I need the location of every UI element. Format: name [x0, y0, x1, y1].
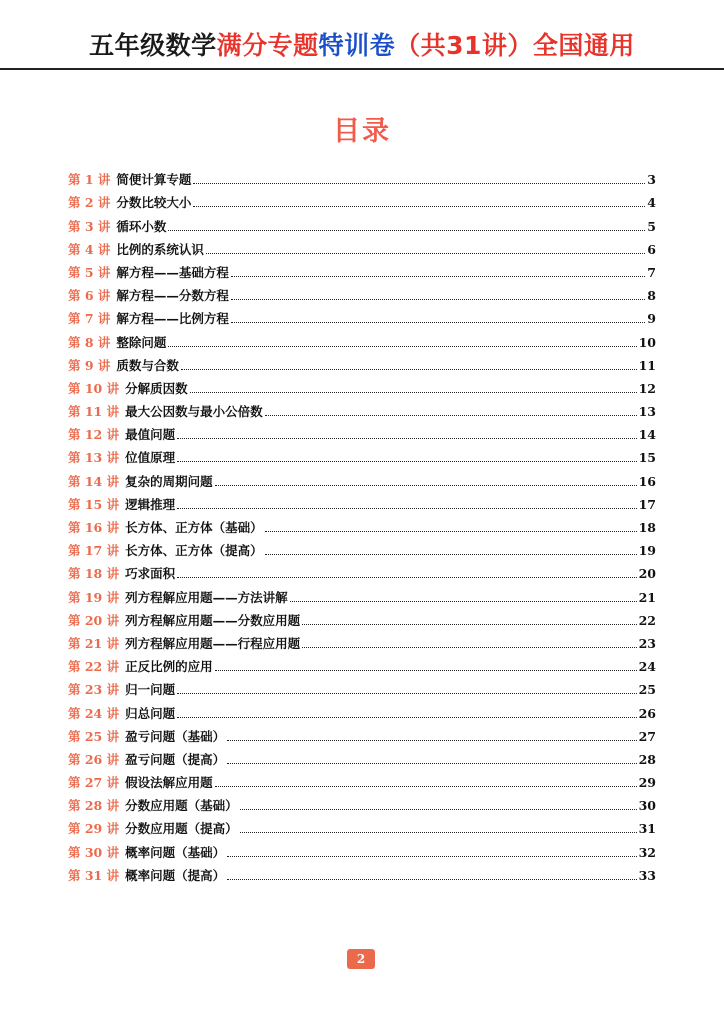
toc-entry[interactable] [68, 652, 656, 675]
header-title-segment: （共31讲） [395, 31, 533, 60]
dot-leader [265, 553, 637, 555]
lecture-page-number: 19 [638, 543, 656, 559]
toc-entry[interactable] [68, 582, 656, 605]
lecture-title: 列方程解应用题——分数应用题 [125, 612, 301, 628]
lecture-page-number: 21 [638, 589, 656, 605]
lecture-title: 分解质因数 [125, 380, 188, 396]
lecture-page-number: 6 [647, 241, 656, 257]
toc-entry[interactable] [68, 675, 656, 698]
toc-entry[interactable] [68, 281, 656, 304]
toc-entry[interactable] [68, 722, 656, 745]
lecture-page-number: 13 [638, 404, 656, 420]
lecture-title: 分数应用题（提高） [125, 821, 238, 837]
lecture-page-number: 8 [647, 288, 656, 304]
lecture-number: 第 18 讲 [68, 566, 120, 582]
lecture-page-number: 15 [638, 450, 656, 466]
toc-entry[interactable] [68, 837, 656, 860]
dot-leader [177, 692, 636, 694]
dot-leader [168, 345, 636, 347]
lecture-number: 第 4 讲 [68, 241, 111, 257]
lecture-number: 第 10 讲 [68, 380, 120, 396]
lecture-title: 归一问题 [125, 682, 176, 698]
lecture-page-number: 17 [638, 496, 656, 512]
lecture-page-number: 29 [638, 775, 656, 791]
dot-leader [231, 321, 645, 323]
lecture-number: 第 29 讲 [68, 821, 120, 837]
lecture-title: 解方程——分数方程 [116, 288, 229, 304]
lecture-page-number: 33 [638, 867, 656, 883]
toc-entry[interactable] [68, 698, 656, 721]
lecture-number: 第 30 讲 [68, 844, 120, 860]
page-number-badge: 2 [347, 949, 375, 969]
lecture-title: 概率问题（基础） [125, 844, 226, 860]
header-title [0, 30, 724, 62]
toc-entry[interactable] [68, 327, 656, 350]
toc-entry[interactable] [68, 188, 656, 211]
dot-leader [240, 831, 637, 833]
toc-entry[interactable] [68, 397, 656, 420]
lecture-title: 假设法解应用题 [125, 775, 213, 791]
lecture-page-number: 10 [638, 334, 656, 350]
dot-leader [290, 600, 637, 602]
lecture-title: 复杂的周期问题 [125, 473, 213, 489]
header-title-segment: 特训卷 [318, 31, 396, 60]
lecture-number: 第 28 讲 [68, 798, 120, 814]
dot-leader [181, 368, 637, 370]
lecture-number: 第 15 讲 [68, 496, 120, 512]
lecture-page-number: 5 [647, 218, 656, 234]
lecture-number: 第 14 讲 [68, 473, 120, 489]
toc-entry[interactable] [68, 768, 656, 791]
lecture-title: 列方程解应用题——方法讲解 [125, 589, 288, 605]
lecture-number: 第 8 讲 [68, 334, 111, 350]
lecture-title: 归总问题 [125, 705, 176, 721]
lecture-number: 第 5 讲 [68, 264, 111, 280]
lecture-title: 质数与合数 [116, 357, 179, 373]
lecture-title: 概率问题（提高） [125, 867, 226, 883]
dot-leader [227, 739, 636, 741]
lecture-page-number: 7 [647, 264, 656, 280]
lecture-number: 第 19 讲 [68, 589, 120, 605]
toc-entry[interactable] [68, 351, 656, 374]
lecture-page-number: 11 [638, 357, 656, 373]
lecture-number: 第 7 讲 [68, 311, 111, 327]
lecture-number: 第 25 讲 [68, 728, 120, 744]
lecture-page-number: 9 [647, 311, 656, 327]
dot-leader [177, 716, 636, 718]
dot-leader [206, 252, 645, 254]
lecture-page-number: 22 [638, 612, 656, 628]
lecture-page-number: 31 [638, 821, 656, 837]
lecture-number: 第 11 讲 [68, 404, 120, 420]
lecture-title: 分数应用题（基础） [125, 798, 238, 814]
lecture-title: 整除问题 [116, 334, 167, 350]
dot-leader [177, 460, 636, 462]
toc-entry[interactable] [68, 536, 656, 559]
header-divider [0, 68, 724, 70]
dot-leader [215, 785, 637, 787]
lecture-number: 第 9 讲 [68, 357, 111, 373]
toc-entry[interactable] [68, 374, 656, 397]
lecture-page-number: 30 [638, 798, 656, 814]
header-title-segment: 五年级数学 [89, 31, 217, 60]
lecture-title: 逻辑推理 [125, 496, 176, 512]
lecture-title: 正反比例的应用 [125, 659, 213, 675]
dot-leader [177, 576, 636, 578]
lecture-page-number: 3 [647, 172, 656, 188]
page-header [0, 0, 724, 70]
dot-leader [231, 275, 645, 277]
lecture-number: 第 21 讲 [68, 635, 120, 651]
dot-leader [177, 437, 636, 439]
toc-entry[interactable] [68, 235, 656, 258]
header-title-segment: 全国通用 [532, 31, 635, 60]
lecture-page-number: 20 [638, 566, 656, 582]
toc-entry[interactable] [68, 629, 656, 652]
lecture-title: 简便计算专题 [116, 172, 192, 188]
dot-leader [193, 182, 645, 184]
lecture-title: 长方体、正方体（基础） [125, 520, 263, 535]
toc-entry[interactable] [68, 258, 656, 281]
lecture-number: 第 3 讲 [68, 218, 111, 234]
lecture-title: 循环小数 [116, 218, 167, 234]
lecture-number: 第 1 讲 [68, 172, 111, 188]
dot-leader [227, 878, 636, 880]
dot-leader [302, 623, 636, 625]
toc-entry[interactable] [68, 304, 656, 327]
toc-entry[interactable] [68, 420, 656, 443]
dot-leader [193, 205, 645, 207]
toc-entry[interactable] [68, 559, 656, 582]
lecture-title: 列方程解应用题——行程应用题 [125, 635, 301, 651]
toc-entry[interactable] [68, 791, 656, 814]
lecture-title: 位值原理 [125, 450, 176, 466]
dot-leader [215, 669, 637, 671]
lecture-page-number: 28 [638, 751, 656, 767]
lecture-number: 第 12 讲 [68, 427, 120, 443]
lecture-page-number: 25 [638, 682, 656, 698]
lecture-number: 第 24 讲 [68, 705, 120, 721]
dot-leader [177, 507, 636, 509]
lecture-number: 第 16 讲 [68, 520, 120, 535]
lecture-number: 第 13 讲 [68, 450, 120, 466]
dot-leader [227, 855, 636, 857]
toc-entry[interactable] [68, 466, 656, 489]
dot-leader [240, 808, 637, 810]
lecture-page-number: 18 [638, 520, 656, 535]
dot-leader [215, 484, 637, 486]
lecture-title: 解方程——比例方程 [116, 311, 229, 327]
lecture-number: 第 22 讲 [68, 659, 120, 675]
toc-entry[interactable] [68, 211, 656, 234]
toc-title: 目录 [333, 116, 391, 147]
lecture-title: 长方体、正方体（提高） [125, 543, 263, 559]
lecture-title: 盈亏问题（基础） [125, 728, 226, 744]
lecture-number: 第 27 讲 [68, 775, 120, 791]
dot-leader [265, 414, 637, 416]
dot-leader [302, 646, 636, 648]
lecture-number: 第 6 讲 [68, 288, 111, 304]
lecture-page-number: 16 [638, 473, 656, 489]
lecture-number: 第 31 讲 [68, 867, 120, 883]
toc-entry[interactable] [68, 513, 656, 536]
lecture-number: 第 20 讲 [68, 612, 120, 628]
dot-leader [168, 229, 645, 231]
lecture-page-number: 4 [647, 195, 656, 211]
dot-leader [227, 762, 636, 764]
lecture-page-number: 12 [638, 380, 656, 396]
dot-leader [265, 530, 637, 532]
toc-entry[interactable] [68, 490, 656, 513]
lecture-title: 盈亏问题（提高） [125, 751, 226, 767]
lecture-number: 第 2 讲 [68, 195, 111, 211]
toc-entry[interactable] [68, 606, 656, 629]
lecture-title: 巧求面积 [125, 566, 176, 582]
lecture-title: 分数比较大小 [116, 195, 192, 211]
toc-entry[interactable] [68, 443, 656, 466]
lecture-title: 最大公因数与最小公倍数 [125, 404, 263, 420]
lecture-number: 第 17 讲 [68, 543, 120, 559]
toc-list [68, 165, 656, 884]
lecture-page-number: 26 [638, 705, 656, 721]
header-title-segment: 满分专题 [216, 31, 319, 60]
toc-entry[interactable] [68, 165, 656, 188]
lecture-page-number: 27 [638, 728, 656, 744]
toc-entry[interactable] [68, 861, 656, 884]
lecture-page-number: 32 [638, 844, 656, 860]
lecture-number: 第 26 讲 [68, 751, 120, 767]
lecture-title: 比例的系统认识 [116, 241, 204, 257]
lecture-title: 最值问题 [125, 427, 176, 443]
lecture-number: 第 23 讲 [68, 682, 120, 698]
lecture-page-number: 14 [638, 427, 656, 443]
lecture-title: 解方程——基础方程 [116, 264, 229, 280]
toc-entry[interactable] [68, 745, 656, 768]
lecture-page-number: 23 [638, 635, 656, 651]
lecture-page-number: 24 [638, 659, 656, 675]
dot-leader [231, 298, 645, 300]
toc-entry[interactable] [68, 814, 656, 837]
dot-leader [190, 391, 637, 393]
